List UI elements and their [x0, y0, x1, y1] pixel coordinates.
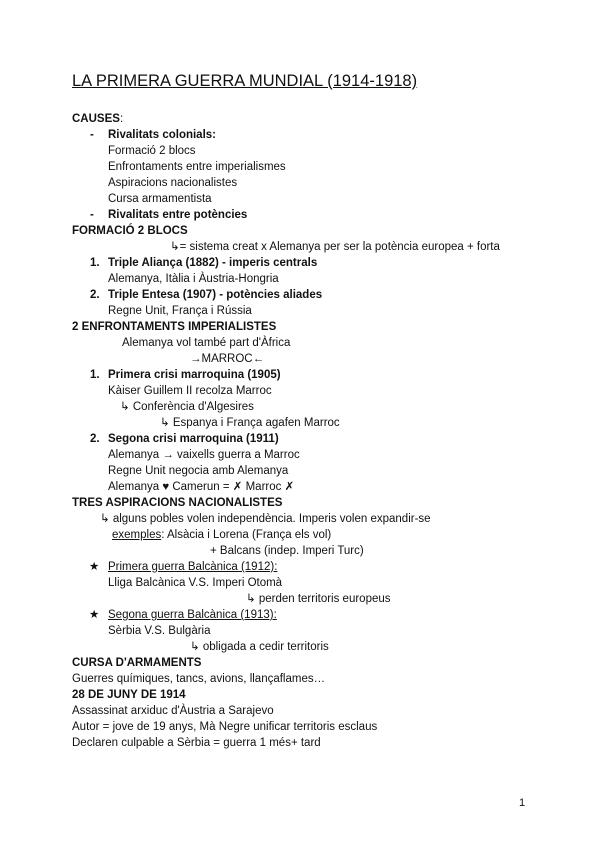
number-marker: 2. — [90, 289, 100, 301]
causes-colon: : — [119, 113, 124, 125]
aspiracions-text: Lliga Balcànica V.S. Imperi Otomà — [108, 577, 283, 589]
formacio-note: ↳= sistema creat x Alemanya per ser la potència europea + forta — [170, 241, 500, 253]
aspiracions-text: ↳ perden territoris europeus — [246, 593, 391, 605]
aspiracions-text: ↳ obligada a cedir territoris — [190, 641, 329, 653]
causes-sub-item: Formació 2 blocs — [108, 145, 196, 157]
formacio-item-detail: Regne Unit, França i Rússia — [108, 305, 252, 317]
causes-sub-item: Cursa armamentista — [108, 193, 212, 205]
dash-marker: - — [90, 129, 94, 141]
page-number: 1 — [519, 797, 526, 809]
star-icon: ★ — [89, 609, 100, 621]
causes-heading: CAUSES — [72, 113, 120, 125]
formacio-item-triple-entesa: Triple Entesa (1907) - potències aliades — [108, 289, 323, 301]
aspiracions-text: Sèrbia V.S. Bulgària — [108, 625, 211, 637]
causes-item-potencies: Rivalitats entre potències — [108, 209, 248, 221]
juny-heading: 28 DE JUNY DE 1914 — [72, 689, 186, 701]
enfrontaments-text: ↳ Espanya i França agafen Marroc — [160, 417, 340, 429]
aspiracions-item-segona-balcanica: Segona guerra Balcànica (1913): — [108, 609, 277, 621]
causes-sub-item: Enfrontaments entre imperialismes — [108, 161, 286, 173]
enfrontaments-text: Alemanya → vaixells guerra a Marroc — [108, 449, 300, 461]
causes-sub-item: Aspiracions nacionalistes — [108, 177, 238, 189]
enfrontaments-marroc: →MARROC← — [190, 353, 265, 365]
cursa-heading: CURSA D'ARMAMENTS — [72, 657, 202, 669]
juny-text: Autor = jove de 19 anys, Mà Negre unificar territoris esclaus — [72, 721, 378, 733]
examples-text: : Alsàcia i Lorena (França els vol) — [161, 529, 332, 541]
enfrontaments-text: Kàiser Guillem II recolza Marroc — [108, 385, 272, 397]
number-marker: 1. — [90, 369, 100, 381]
aspiracions-item-primera-balcanica: Primera guerra Balcànica (1912): — [108, 561, 278, 573]
formacio-item-triple-alianca: Triple Aliança (1882) - imperis centrals — [108, 257, 318, 269]
causes-heading-wrap — [72, 112, 123, 126]
aspiracions-text: + Balcans (indep. Imperi Turc) — [210, 545, 364, 557]
examples-label: exemples — [112, 529, 162, 541]
dash-marker: - — [90, 209, 94, 221]
aspiracions-examples — [112, 528, 331, 542]
enfrontaments-text: Alemanya ♥ Camerun = ✗ Marroc ✗ — [108, 481, 295, 493]
enfrontaments-heading: 2 ENFRONTAMENTS IMPERIALISTES — [72, 321, 277, 333]
star-icon: ★ — [89, 561, 100, 573]
enfrontaments-item-segona-crisi: Segona crisi marroquina (1911) — [108, 433, 279, 445]
formacio-heading: FORMACIÓ 2 BLOCS — [72, 225, 188, 237]
number-marker: 1. — [90, 257, 100, 269]
page-title: LA PRIMERA GUERRA MUNDIAL (1914-1918) — [72, 72, 418, 90]
enfrontaments-item-primera-crisi: Primera crisi marroquina (1905) — [108, 369, 281, 381]
cursa-text: Guerres químiques, tancs, avions, llançaflames… — [72, 673, 326, 685]
enfrontaments-text: Alemanya vol també part d'Àfrica — [122, 337, 291, 349]
juny-text: Declaren culpable a Sèrbia = guerra 1 més+ tard — [72, 737, 321, 749]
aspiracions-text: ↳ alguns pobles volen independència. Imperis volen expandir-se — [100, 513, 431, 525]
aspiracions-heading: TRES ASPIRACIONS NACIONALISTES — [72, 497, 283, 509]
enfrontaments-text: Regne Unit negocia amb Alemanya — [108, 465, 289, 477]
juny-text: Assassinat arxiduc d'Àustria a Sarajevo — [72, 705, 274, 717]
formacio-item-detail: Alemanya, Itàlia i Àustria-Hongria — [108, 273, 279, 285]
enfrontaments-text: ↳ Conferència d'Algesires — [120, 401, 254, 413]
causes-item-colonials: Rivalitats colonials: — [108, 129, 217, 141]
number-marker: 2. — [90, 433, 100, 445]
